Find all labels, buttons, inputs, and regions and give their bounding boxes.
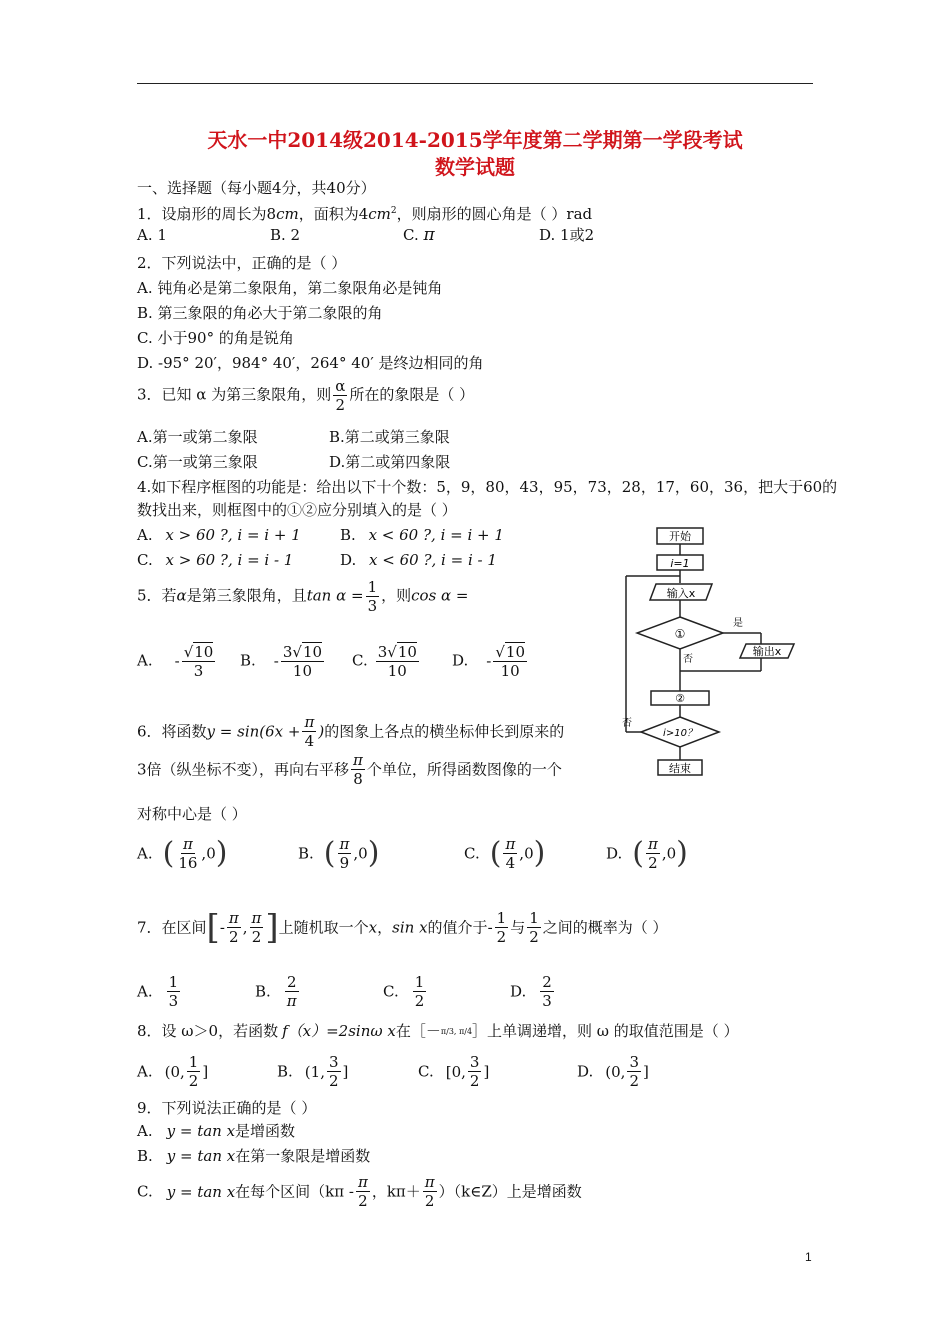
- q5-option-b: B. - $\frac{3√10}{10}$: [240, 643, 323, 680]
- q6-option-a: A. ( $\frac{\pi}{16}$ ,0): [137, 835, 228, 872]
- question-1: 1．设扇形的周长为8cm，面积为$4cm^2$，则扇形的圆心角是（ ）rad: [137, 205, 593, 223]
- q1-option-c: C. π: [403, 225, 435, 245]
- q3-option-b: B.第二或第三象限: [329, 428, 450, 446]
- flow-output-label: 输出x: [752, 645, 782, 658]
- q7-option-b: B. $\frac{2}{\pi}$: [255, 973, 297, 1010]
- question-4-line2: 数找出来，则框图中的①②应分别填入的是（ ）: [137, 501, 457, 519]
- q1-option-d: D. 1或2: [539, 226, 595, 244]
- q8-option-a: A. (0, $\frac{1}{2}$ ]: [137, 1053, 209, 1090]
- q4-option-b: B. x < 60 ?, i = i + 1: [340, 526, 504, 544]
- flow-step2-label: ②: [675, 692, 685, 705]
- q2-option-a: A. 钝角必是第二象限角，第二象限角必是钝角: [137, 279, 443, 297]
- q2-option-d: D. -95° 20′，984° 40′，264° 40′ 是终边相同的角: [137, 354, 484, 372]
- q8-option-b: B. (1, $\frac{3}{2}$ ]: [277, 1053, 349, 1090]
- q6-option-b: B. ( $\frac{\pi}{9}$ ,0): [298, 835, 380, 872]
- q8-option-c: C. [0, $\frac{3}{2}$ ]: [418, 1053, 490, 1090]
- q3-option-c: C.第一或第三象限: [137, 453, 258, 471]
- q7-option-a: A. $\frac{1}{3}$: [137, 973, 179, 1010]
- header-rule: [137, 83, 813, 84]
- q2-option-c: C. 小于90° 的角是锐角: [137, 329, 294, 347]
- exam-subtitle: 数学试题: [435, 155, 515, 179]
- q7-option-c: C. $\frac{1}{2}$: [383, 973, 425, 1010]
- q2-option-b: B. 第三象限的角必大于第二象限的角: [137, 304, 383, 322]
- question-2: 2．下列说法中，正确的是（ ）: [137, 254, 347, 272]
- flow-end-label: 结束: [669, 762, 691, 775]
- question-3: 3．已知 α 为第三象限角，则 $\frac{\alpha}{2}$ 所在的象限是（ ）: [137, 377, 475, 414]
- question-8: 8．设 ω＞0，若函数 f（x）=2sinω x在［－π/3, π/4］上单调递增，则 ω 的取值范围是（ ）: [137, 1022, 739, 1040]
- q9-option-b: B. y = tan x在第一象限是增函数: [137, 1147, 371, 1165]
- q1-option-b: B. 2: [270, 226, 301, 244]
- flow-start-label: 开始: [669, 530, 691, 543]
- flow-yes-label: 是: [733, 618, 743, 629]
- flow-no2-label: 否: [622, 718, 632, 729]
- question-6-line1: 6．将函数y = sin(6x + $\frac{\pi}{4}$ )的图象上各点的横坐标伸长到原来的: [137, 713, 565, 750]
- q6-option-d: D. ( $\frac{\pi}{2}$ ,0): [606, 835, 688, 872]
- q9-option-c: C. y = tan x在每个区间（kπ - $\frac{\pi}{2}$ ，kπ＋ $\frac{\pi}{2}$ ）（k∈Z）上是增函数: [137, 1173, 582, 1210]
- flow-cond2-label: i>10？: [663, 728, 697, 739]
- q3-option-d: D.第二或第四象限: [329, 453, 451, 471]
- q4-option-c: C. x > 60 ?, i = i - 1: [137, 551, 294, 569]
- question-6-line2: 3倍（纵坐标不变），再向右平移 $\frac{\pi}{8}$ 个单位，所得函数图像的一个: [137, 751, 562, 788]
- q5-option-d: D. - $\frac{√10}{10}$: [452, 643, 525, 680]
- q1-option-a: A. 1: [137, 226, 167, 244]
- alpha-over-2: $\frac{\alpha}{2}$: [335, 377, 346, 414]
- question-6-line3: 对称中心是（ ）: [137, 805, 247, 823]
- question-7: 7．在区间[- $\frac{\pi}{2}$ , $\frac{\pi}{2}$ ]上随机取一个x，sin x的值介于- $\frac{1}{2}$ 与 $\frac{1}{2}$ 之间的概率为（ ）: [137, 907, 668, 948]
- q4-option-a: A. x > 60 ?, i = i + 1: [137, 526, 301, 544]
- flow-init-label: i=1: [670, 557, 690, 570]
- exam-title: 天水一中2014级2014-2015学年度第二学期第一学段考试: [207, 128, 743, 152]
- q4-option-d: D. x < 60 ?, i = i - 1: [340, 551, 497, 569]
- q8-option-d: D. (0, $\frac{3}{2}$ ]: [577, 1053, 649, 1090]
- program-flowchart: [620, 520, 800, 782]
- flow-cond1-label: ①: [674, 627, 686, 641]
- flow-no-label: 否: [683, 654, 693, 665]
- flow-input-label: 输入x: [666, 587, 696, 600]
- q6-option-c: C. ( $\frac{\pi}{4}$ ,0): [464, 835, 546, 872]
- page-number: 1: [805, 1250, 812, 1264]
- q7-option-d: D. $\frac{2}{3}$: [510, 973, 552, 1010]
- question-4-line1: 4.如下程序框图的功能是：给出以下十个数：5，9，80，43，95，73，28，17，60，36，把大于60的: [137, 478, 838, 496]
- question-9: 9．下列说法正确的是（ ）: [137, 1099, 317, 1117]
- section-heading: 一、选择题（每小题4分，共40分）: [137, 179, 376, 197]
- q5-option-c: C. $\frac{3√10}{10}$: [352, 643, 417, 680]
- q3-option-a: A.第一或第二象限: [137, 428, 258, 446]
- question-5: 5．若α是第三象限角，且tan α = $\frac{1}{3}$ ，则cos α =: [137, 578, 469, 615]
- q5-option-a: A. - $\frac{√10}{3}$: [137, 643, 214, 680]
- q9-option-a: A. y = tan x是增函数: [137, 1122, 296, 1140]
